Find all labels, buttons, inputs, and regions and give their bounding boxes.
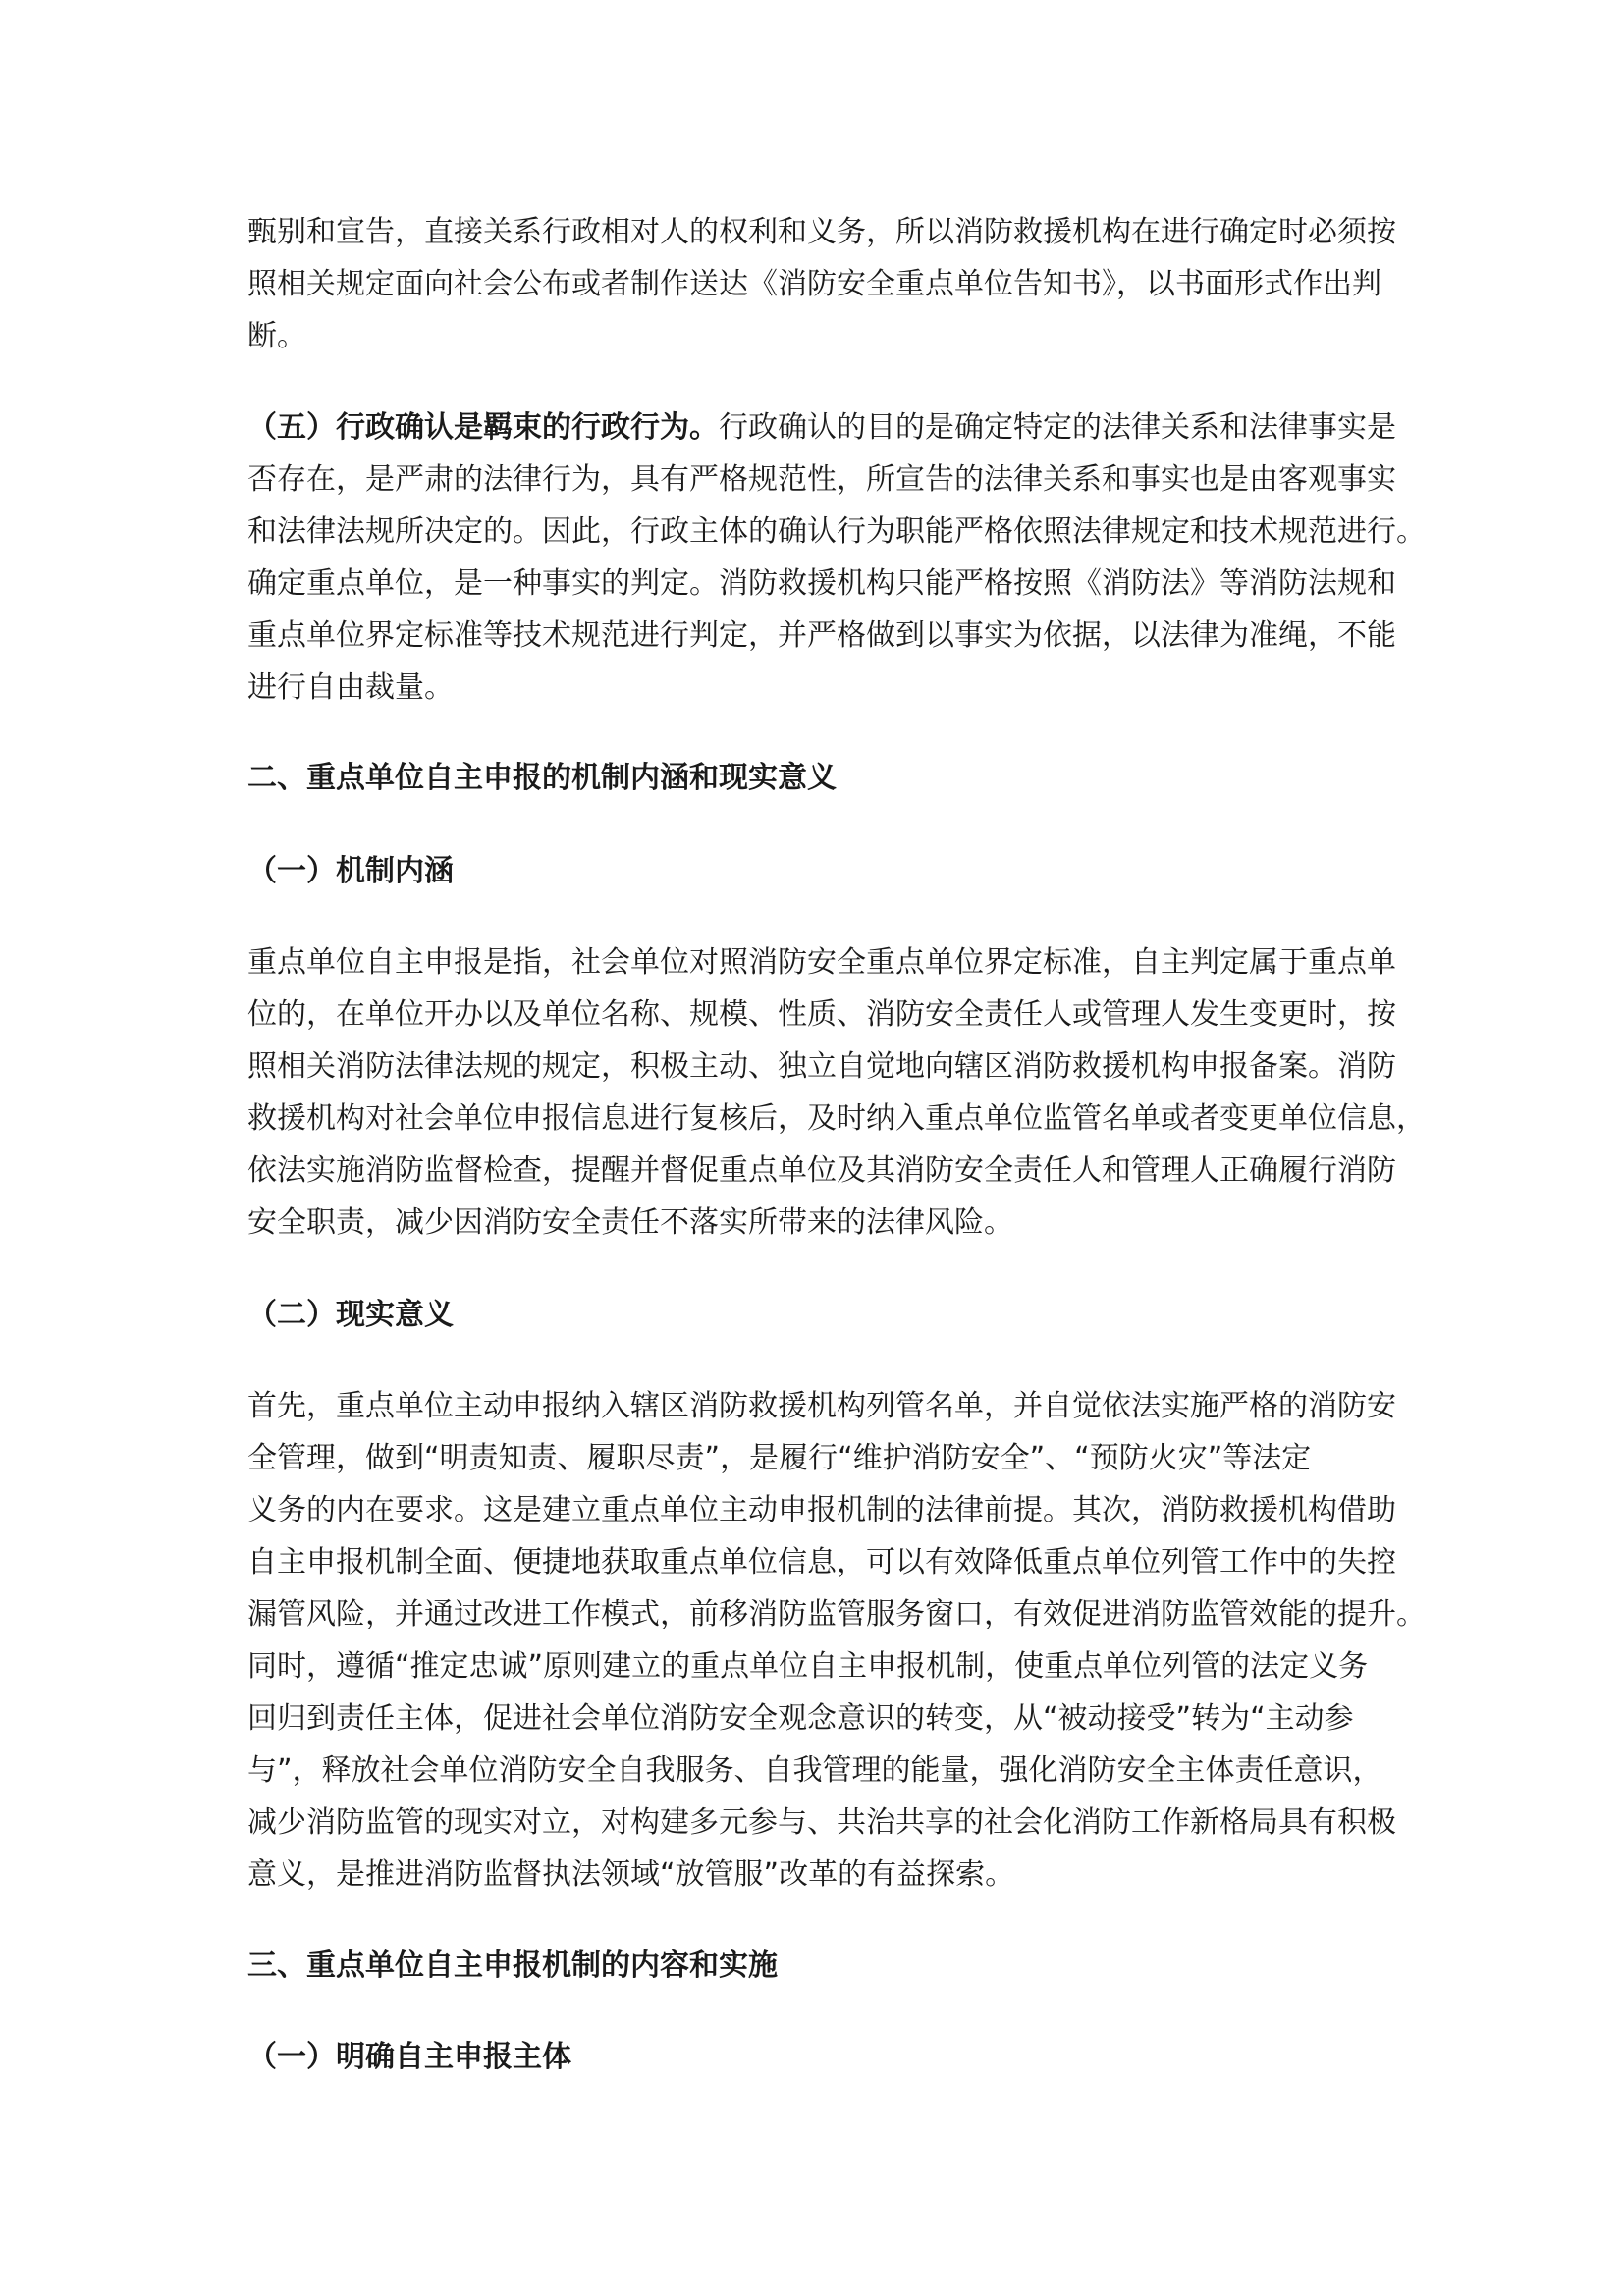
paragraph-line: 义务的内在要求。这是建立重点单位主动申报机制的法律前提。其次，消防救援机构借助 [247,1493,1396,1527]
bold-lead: （五）行政确认是羁束的行政行为。 [247,410,719,445]
paragraph-line: 首先，重点单位主动申报纳入辖区消防救援机构列管名单，并自觉依法实施严格的消防安 [247,1389,1396,1423]
paragraph-line: 减少消防监管的现实对立，对构建多元参与、共治共享的社会化消防工作新格局具有积极 [247,1805,1396,1840]
subsection-heading: （二）现实意义 [247,1298,454,1332]
paragraph-line: 进行自由裁量。 [247,670,454,705]
paragraph-line: 确定重点单位，是一种事实的判定。消防救援机构只能严格按照《消防法》等消防法规和 [247,566,1396,601]
paragraph-line: 全管理，做到“明责知责、履职尽责”，是履行“维护消防安全”、“预防火灾”等法定 [247,1441,1312,1475]
paragraph-line: 意义，是推进消防监督执法领域“放管服”改革的有益探索。 [247,1857,1015,1892]
paragraph-line: 重点单位界定标准等技术规范进行判定，并严格做到以事实为依据，以法律为准绳，不能 [247,618,1396,653]
paragraph-line: 回归到责任主体，促进社会单位消防安全观念意识的转变，从“被动接受”转为“主动参 [247,1701,1354,1735]
paragraph-line [247,408,1396,448]
paragraph-line: 同时，遵循“推定忠诚”原则建立的重点单位自主申报机制，使重点单位列管的法定义务 [247,1649,1369,1683]
paragraph-line: 重点单位自主申报是指，社会单位对照消防安全重点单位界定标准，自主判定属于重点单 [247,945,1396,980]
paragraph-line: 照相关消防法律法规的规定，积极主动、独立自觉地向辖区消防救援机构申报备案。消防 [247,1049,1396,1084]
paragraph-line: 断。 [247,319,306,353]
paragraph-line: 自主申报机制全面、便捷地获取重点单位信息，可以有效降低重点单位列管工作中的失控 [247,1545,1396,1579]
subsection-heading: （一）明确自主申报主体 [247,2040,571,2074]
subsection-heading: （一）机制内涵 [247,854,454,888]
paragraph-line: 和法律法规所决定的。因此，行政主体的确认行为职能严格依照法律规定和技术规范进行。 [247,514,1426,549]
paragraph-line: 甄别和宣告，直接关系行政相对人的权利和义务，所以消防救援机构在进行确定时必须按 [247,215,1396,249]
paragraph-line: 依法实施消防监督检查，提醒并督促重点单位及其消防安全责任人和管理人正确履行消防 [247,1153,1396,1188]
section-heading: 二、重点单位自主申报的机制内涵和现实意义 [247,761,837,795]
paragraph-line: 与”，释放社会单位消防安全自我服务、自我管理的能量，强化消防安全主体责任意识， [247,1753,1382,1788]
paragraph-line: 照相关规定面向社会公布或者制作送达《消防安全重点单位告知书》，以书面形式作出判 [247,267,1381,301]
section-heading: 三、重点单位自主申报机制的内容和实施 [247,1949,778,1983]
paragraph-line: 安全职责，减少因消防安全责任不落实所带来的法律风险。 [247,1205,1013,1240]
paragraph-line: 位的，在单位开办以及单位名称、规模、性质、消防安全责任人或管理人发生变更时，按 [247,997,1396,1032]
paragraph-line: 救援机构对社会单位申报信息进行复核后，及时纳入重点单位监管名单或者变更单位信息， [247,1101,1426,1136]
paragraph-line: 漏管风险，并通过改进工作模式，前移消防监管服务窗口，有效促进消防监管效能的提升。 [247,1597,1426,1631]
paragraph-text: 行政确认的目的是确定特定的法律关系和法律事实是 [719,410,1396,445]
paragraph-line: 否存在，是严肃的法律行为，具有严格规范性，所宣告的法律关系和事实也是由客观事实 [247,462,1396,497]
